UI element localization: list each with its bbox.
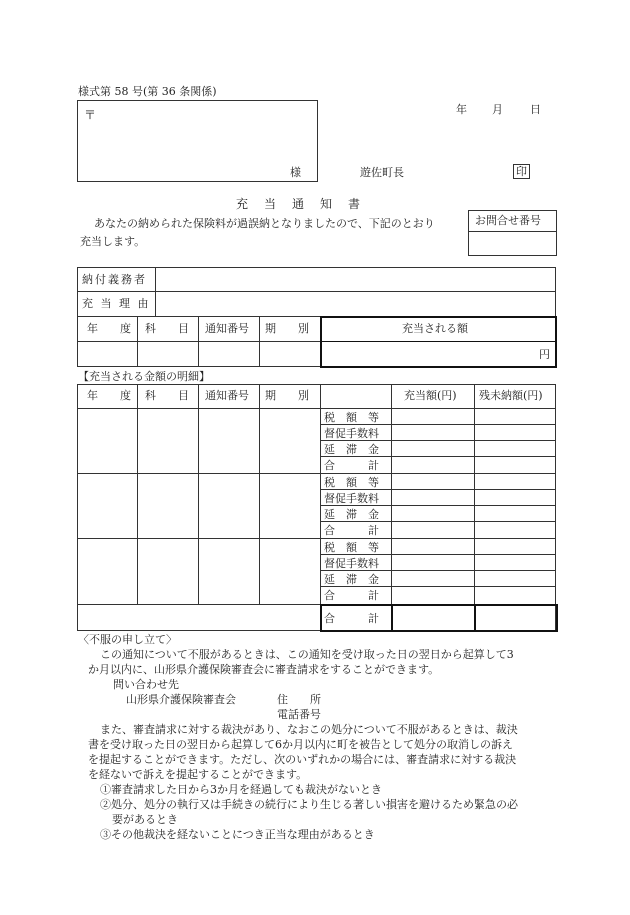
- appeal-item-2-line2: 要があるとき: [112, 813, 178, 826]
- g3-dunning-fee: 督促手数料: [324, 557, 379, 570]
- appeal-p1-line1: この通知について不服があるときは、この通知を受け取った日の翌日から起算して3: [100, 648, 514, 661]
- amount-header: 充当される額: [402, 322, 468, 335]
- info-header-period: 期 別: [265, 322, 309, 335]
- info-header-subject: 科 目: [145, 322, 189, 335]
- appeal-p2-line1: また、審査請求に対する裁決があり、なおこの処分について不服があるときは、裁決: [100, 723, 518, 736]
- detail-header-year: 年 度: [87, 389, 131, 402]
- appeal-p1-line2: か月以内に、山形県介護保険審査会に審査請求をすることができます。: [88, 663, 440, 676]
- g2-late-fee: 延 滞 金: [324, 508, 379, 521]
- form-number: 様式第 58 号(第 36 条関係): [78, 85, 217, 98]
- info-table: [77, 267, 556, 367]
- g3-subtotal: 合 計: [324, 589, 379, 602]
- obligor-label: 納付義務者: [82, 273, 147, 286]
- appeal-item-3: ③その他裁決を経ないことにつき正当な理由があるとき: [100, 828, 375, 841]
- issuer-name: 遊佐町長: [360, 166, 404, 179]
- date-month: 月: [492, 103, 503, 116]
- date-day: 日: [530, 103, 541, 116]
- appeal-p2-line3: を提起することができます。ただし、次のいずれかの場合には、審査請求に対する裁決: [88, 753, 517, 766]
- contact-org: 山形県介護保険審査会: [126, 693, 236, 706]
- contact-address-label: 住 所: [277, 693, 321, 706]
- seal-mark: 印: [513, 164, 530, 179]
- contact-label: 問い合わせ先: [113, 678, 179, 691]
- detail-header-notice-no: 通知番号: [205, 389, 249, 402]
- reason-label: 充 当 理 由: [82, 297, 151, 310]
- appeal-p2-line2: 書を受け取った日の翌日から起算して6か月以内に町を被告として処分の取消しの訴え: [88, 738, 513, 751]
- document-title: 充 当 通 知 書: [236, 197, 363, 211]
- detail-table: [77, 384, 556, 631]
- date-year: 年: [456, 103, 467, 116]
- detail-section-title: 【充当される金額の明細】: [78, 370, 210, 383]
- addressee-suffix: 様: [290, 166, 301, 179]
- g3-tax-amount: 税 額 等: [324, 541, 379, 554]
- appeal-heading: 〈不服の申し立て〉: [78, 633, 177, 646]
- g2-dunning-fee: 督促手数料: [324, 492, 379, 505]
- intro-line-2: 充当します。: [80, 235, 146, 248]
- g1-dunning-fee: 督促手数料: [324, 427, 379, 440]
- g1-subtotal: 合 計: [324, 459, 379, 472]
- appeal-item-2-line1: ②処分、処分の執行又は手続きの続行により生じる著しい損害を避けるため緊急の必: [100, 798, 518, 811]
- g3-late-fee: 延 滞 金: [324, 573, 379, 586]
- g2-tax-amount: 税 額 等: [324, 476, 379, 489]
- appeal-p2-line4: を経ないで訴えを提起することができます。: [88, 768, 308, 781]
- detail-header-applied: 充当額(円): [404, 389, 457, 402]
- info-header-notice-no: 通知番号: [205, 322, 249, 335]
- detail-header-period: 期 別: [265, 389, 309, 402]
- g2-subtotal: 合 計: [324, 524, 379, 537]
- amount-yen: 円: [539, 348, 550, 361]
- info-header-year: 年 度: [87, 322, 131, 335]
- grand-total-label: 合 計: [324, 612, 379, 625]
- contact-phone-label: 電話番号: [277, 708, 321, 721]
- detail-header-subject: 科 目: [145, 389, 189, 402]
- intro-line-1: あなたの納められた保険料が過誤納となりましたので、下記のとおり: [94, 217, 435, 230]
- appeal-item-1: ①審査請求した日から3か月を経過しても裁決がないとき: [100, 783, 382, 796]
- address-box: [77, 100, 318, 182]
- postal-mark: 〒: [84, 108, 97, 122]
- g1-late-fee: 延 滞 金: [324, 443, 379, 456]
- inquiry-label: お問合せ番号: [475, 214, 541, 227]
- g1-tax-amount: 税 額 等: [324, 411, 379, 424]
- detail-header-remaining: 残未納額(円): [479, 389, 543, 402]
